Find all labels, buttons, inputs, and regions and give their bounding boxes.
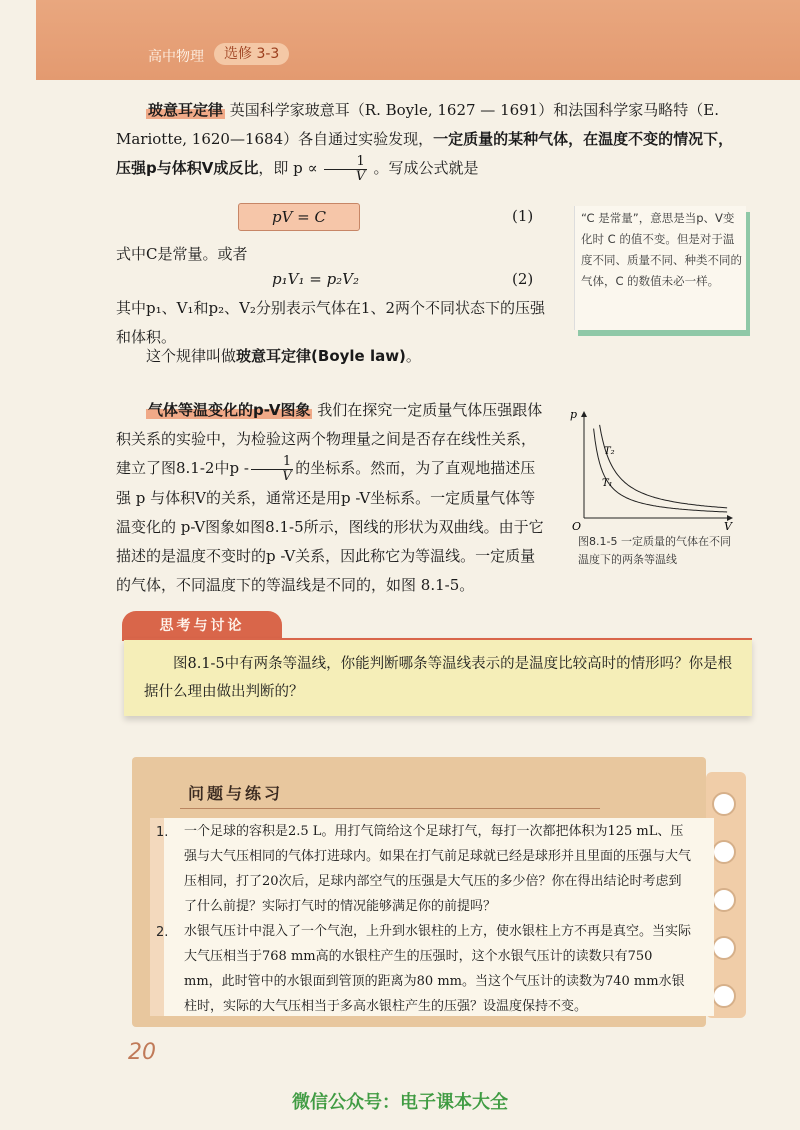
boyle-tail1: ，即 p ∝ <box>258 159 318 177</box>
problems-divider <box>180 808 600 809</box>
equation-2-number: (2) <box>512 270 534 288</box>
problems-title: 问题与练习 <box>188 784 284 803</box>
fraction-1-over-v: $\frac{1}{V}$ <box>324 155 366 184</box>
problem-2-text: 水银气压计中混入了一个气泡，上升到水银柱的上方，使水银柱上方不再是真空。当实际大气压相当于768 mm高的水银柱产生的压强时，这个水银气压计的读数只有750 mm，此时管中的水银面到管顶的距离为80 mm。当这个气压计的读数为740 mm水银柱时，实际的大气压相当于多高水银柱产生的压强？设温度保持不变。 <box>184 924 692 1014</box>
x-axis-label: V <box>724 520 732 533</box>
binder-ring-1 <box>712 792 736 816</box>
header-band <box>36 0 800 80</box>
problem-2-number: 2. <box>156 925 169 940</box>
isotherm-curve <box>600 425 728 508</box>
problem-1-text: 一个足球的容积是2.5 L。用打气筒给这个足球打气，每打一次都把体积为125 mL、压强与大气压相同的气体打进球内。如果在打气前足球就已经是球形并且里面的压强与大气压相同，打了20次后，足球内部空气的压强是大气压的多少倍？你在得出结论时考虑到了什么前提？实际打气时的情况能够满足你的前提吗？ <box>184 824 692 914</box>
equation-1: pV = C <box>238 203 360 231</box>
binder-ring-5 <box>712 984 736 1008</box>
side-note: “C 是常量”，意思是当p、V变化时 C 的值不变。但是对于温度不同、质量不同、种类不同的气体，C 的数值未必一样。 <box>574 206 746 330</box>
isotherm-label: T₂ <box>604 446 615 457</box>
book-title: 高中物理 <box>148 49 204 65</box>
explain-text: 其中p₁、V₁和p₂、V₂分别表示气体在1、2两个不同状态下的压强和体积。 <box>116 299 546 346</box>
pv-graph-paragraph <box>116 396 546 600</box>
boyle-statement: 一定质量的某种气体，在温度不变的情况下，压强p与体积V成反比 <box>116 130 734 177</box>
binder-ring-3 <box>712 888 736 912</box>
law-name-line: 这个规律叫做玻意耳定律(Boyle law)。 <box>146 347 421 365</box>
volume-badge: 选修 3-3 <box>214 43 289 65</box>
law-name-en: (Boyle law) <box>311 347 406 365</box>
pv-part2: 的坐标系。然而，为了直观地描述压强 p 与体积V的关系，通常还是用p -V坐标系。一定质量气体等温变化的 p-V图象如图8.1-5所示，图线的形状为双曲线。由于它描述的是温度不变时的p -V关系，因此称它为等温线。一定质量的气体，不同温度下的等温线是不同的，如图 8.1-5。 <box>116 459 544 594</box>
fraction-1-over-v-2: $\frac{1}{V}$ <box>251 455 293 484</box>
y-axis-label: p <box>570 408 578 421</box>
pv-part1: 我们在探究一定质量气体压强跟体积关系的实验中，为检验这两个物理量之间是否存在线性关系，建立了图8.1-2中p - <box>116 401 543 477</box>
section-heading-boyle: 玻意耳定律 <box>148 101 224 119</box>
binder-ring-4 <box>712 936 736 960</box>
boyle-lead: 英国科学家玻意耳（R. Boyle, 1627 — 1691）和法国科学家马略特（E. Mariotte, 1620—1684）各自通过实验发现， <box>116 101 719 148</box>
section-heading-pv: 气体等温变化的p-V图象 <box>148 401 311 419</box>
problem-1-number: 1. <box>156 825 169 840</box>
think-box <box>124 638 752 716</box>
isotherm-chart-svg <box>564 406 740 534</box>
isotherm-label: T₁ <box>602 478 613 489</box>
origin-label: O <box>572 520 582 533</box>
figure-caption: 图8.1-5 一定质量的气体在不同温度下的两条等温线 <box>578 535 731 566</box>
boyle-tail2: 。写成公式就是 <box>373 159 479 177</box>
constant-text: 式中C是常量。或者 <box>116 245 248 263</box>
law-name: 玻意耳定律 <box>236 347 312 365</box>
page-number: 20 <box>128 1040 156 1065</box>
isotherm-chart <box>564 406 740 534</box>
binder-ring-2 <box>712 840 736 864</box>
boyle-intro <box>116 96 746 184</box>
think-text: 图8.1-5中有两条等温线，你能判断哪条等温线表示的是温度比较高时的情形吗？你是根据什么理由做出判断的？ <box>144 656 733 700</box>
footer-watermark: 微信公众号：电子课本大全 <box>292 1092 508 1113</box>
think-title: 思考与讨论 <box>122 611 282 641</box>
equation-1-number: (1) <box>512 207 534 225</box>
equation-2: p₁V₁ = p₂V₂ <box>272 270 360 288</box>
